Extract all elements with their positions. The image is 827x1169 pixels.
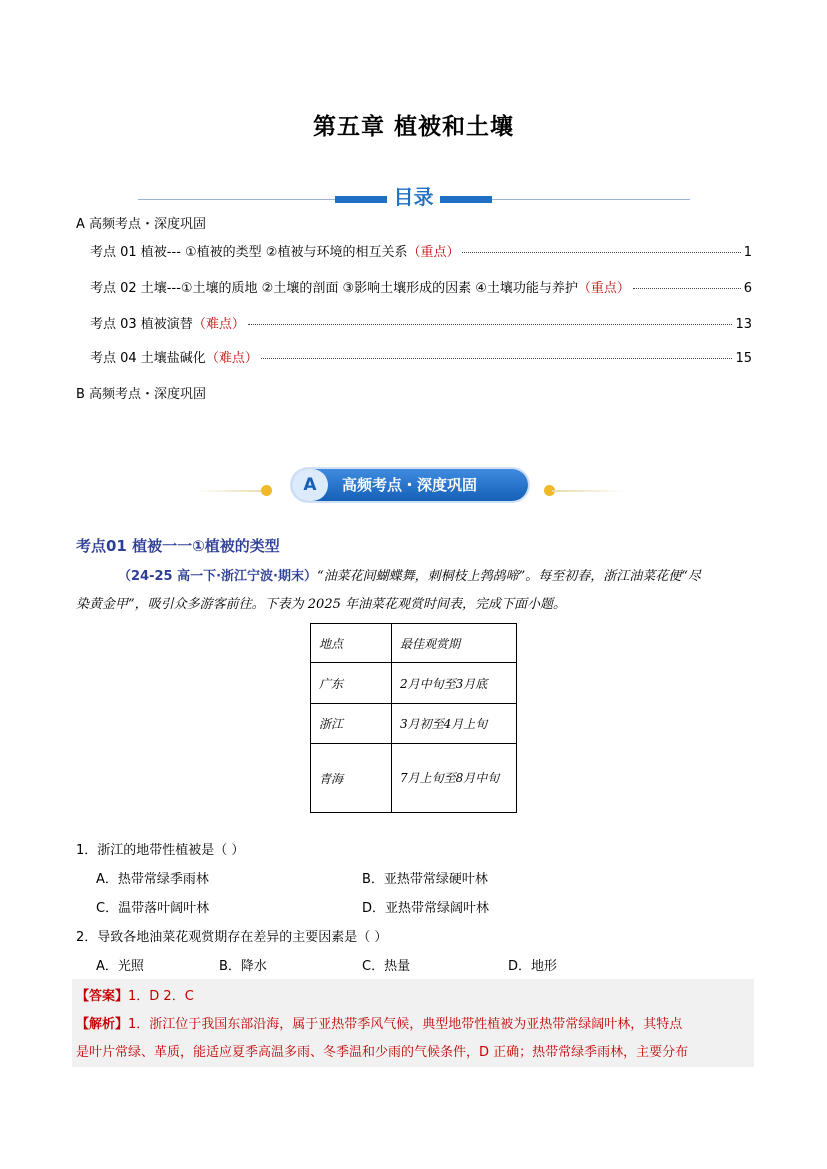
table-row bbox=[311, 663, 517, 704]
toc-item-tag: （重点） bbox=[407, 245, 460, 260]
toc-item-page: 1 bbox=[743, 245, 752, 260]
table-header: 最佳观赏期 bbox=[392, 624, 517, 663]
toc-leader bbox=[248, 324, 733, 325]
q2-option-d[interactable]: D．地形 bbox=[508, 959, 558, 974]
q1-option-c[interactable]: C．温带落叶阔叶林 bbox=[96, 901, 210, 916]
section-title: 考点01 植被一一①植被的类型 bbox=[76, 537, 280, 555]
toc-item[interactable] bbox=[90, 241, 752, 260]
q1-option-a[interactable]: A．热带常绿季雨林 bbox=[96, 872, 209, 887]
q2-option-a[interactable]: A．光照 bbox=[96, 959, 144, 974]
table-cell: 广东 bbox=[311, 663, 392, 704]
answer-line bbox=[76, 985, 194, 1004]
toc-item-tag: （难点） bbox=[205, 351, 258, 366]
banner-line-right bbox=[552, 490, 625, 492]
toc-item-page: 6 bbox=[743, 281, 752, 296]
section-banner bbox=[195, 466, 625, 506]
banner-text: 高频考点・深度巩固 bbox=[342, 476, 478, 494]
toc-section-a[interactable]: A 高频考点・深度巩固 bbox=[76, 217, 207, 232]
banner-dot-left bbox=[261, 485, 272, 496]
toc-item-label: 考点 04 土壤盐碱化 bbox=[90, 351, 206, 366]
intro-paragraph bbox=[76, 563, 752, 591]
q2-option-b[interactable]: B．降水 bbox=[219, 959, 267, 974]
toc-item-label: 考点 03 植被演替 bbox=[90, 317, 193, 332]
toc-item-label: 考点 01 植被--- ①植被的类型 ②植被与环境的相互关系 bbox=[90, 245, 408, 260]
banner-line-left bbox=[195, 490, 270, 492]
answer-text: 1．D 2．C bbox=[128, 989, 194, 1004]
answer-label: 【答案】 bbox=[76, 989, 129, 1004]
toc-item[interactable] bbox=[90, 347, 752, 366]
toc-leader bbox=[261, 358, 733, 359]
q1-option-d[interactable]: D．亚热带常绿阔叶林 bbox=[362, 901, 490, 916]
analysis-label: 【解析】 bbox=[76, 1017, 129, 1032]
question-1-stem: 1．浙江的地带性植被是（ ） bbox=[76, 843, 245, 858]
table-cell: 浙江 bbox=[311, 704, 392, 744]
banner-badge: A bbox=[292, 469, 328, 501]
q2-option-c[interactable]: C．热量 bbox=[362, 959, 411, 974]
toc-item-page: 13 bbox=[735, 317, 752, 332]
toc-item[interactable] bbox=[90, 313, 752, 332]
q1-option-b[interactable]: B．亚热带常绿硬叶林 bbox=[362, 872, 488, 887]
toc-item-page: 15 bbox=[735, 351, 752, 366]
toc-leader bbox=[462, 252, 740, 253]
question-source: （24-25 高一下·浙江宁波·期末） bbox=[118, 569, 317, 584]
analysis-line-1 bbox=[76, 1013, 682, 1032]
toc-item-label: 考点 02 土壤---①土壤的质地 ②土壤的剖面 ③影响土壤形成的因素 ④土壤功能与养护 bbox=[90, 281, 578, 296]
table-header-row bbox=[311, 624, 517, 663]
question-2-stem: 2．导致各地油菜花观赏期存在差异的主要因素是（ ） bbox=[76, 930, 388, 945]
banner-pill bbox=[292, 469, 528, 501]
table-row bbox=[311, 704, 517, 744]
page-title: 第五章 植被和土壤 bbox=[312, 114, 514, 140]
table-cell: 3月初至4月上旬 bbox=[392, 704, 517, 744]
analysis-line-2: 是叶片常绿、革质，能适应夏季高温多雨、冬季温和少雨的气候条件，D 正确；热带常绿季雨林，主要分布 bbox=[76, 1045, 689, 1060]
toc-leader bbox=[633, 288, 741, 289]
toc-item-tag: （难点） bbox=[192, 317, 245, 332]
toc-section-b[interactable]: B 高频考点・深度巩固 bbox=[76, 387, 207, 402]
table-cell: 2月中旬至3月底 bbox=[392, 663, 517, 704]
intro-line-1: “油菜花间蝴蝶舞，刺桐枝上鹁鸪啼”。每至初春，浙江油菜花便“尽 bbox=[316, 569, 701, 584]
table-header: 地点 bbox=[311, 624, 392, 663]
table-cell: 7月上旬至8月中旬 bbox=[392, 744, 517, 813]
toc-item[interactable] bbox=[90, 277, 752, 296]
toc-item-tag: （重点） bbox=[577, 281, 630, 296]
viewing-schedule-table bbox=[310, 623, 517, 813]
table-cell: 青海 bbox=[311, 744, 392, 813]
analysis-text-1: 1．浙江位于我国东部沿海，属于亚热带季风气候，典型地带性植被为亚热带常绿阔叶林，其特点 bbox=[128, 1017, 683, 1032]
intro-line-2: 染黄金甲”，吸引众多游客前往。下表为 2025 年油菜花观赏时间表，完成下面小题。 bbox=[76, 597, 566, 612]
table-row bbox=[311, 744, 517, 813]
toc-heading: 目录 bbox=[393, 185, 434, 209]
